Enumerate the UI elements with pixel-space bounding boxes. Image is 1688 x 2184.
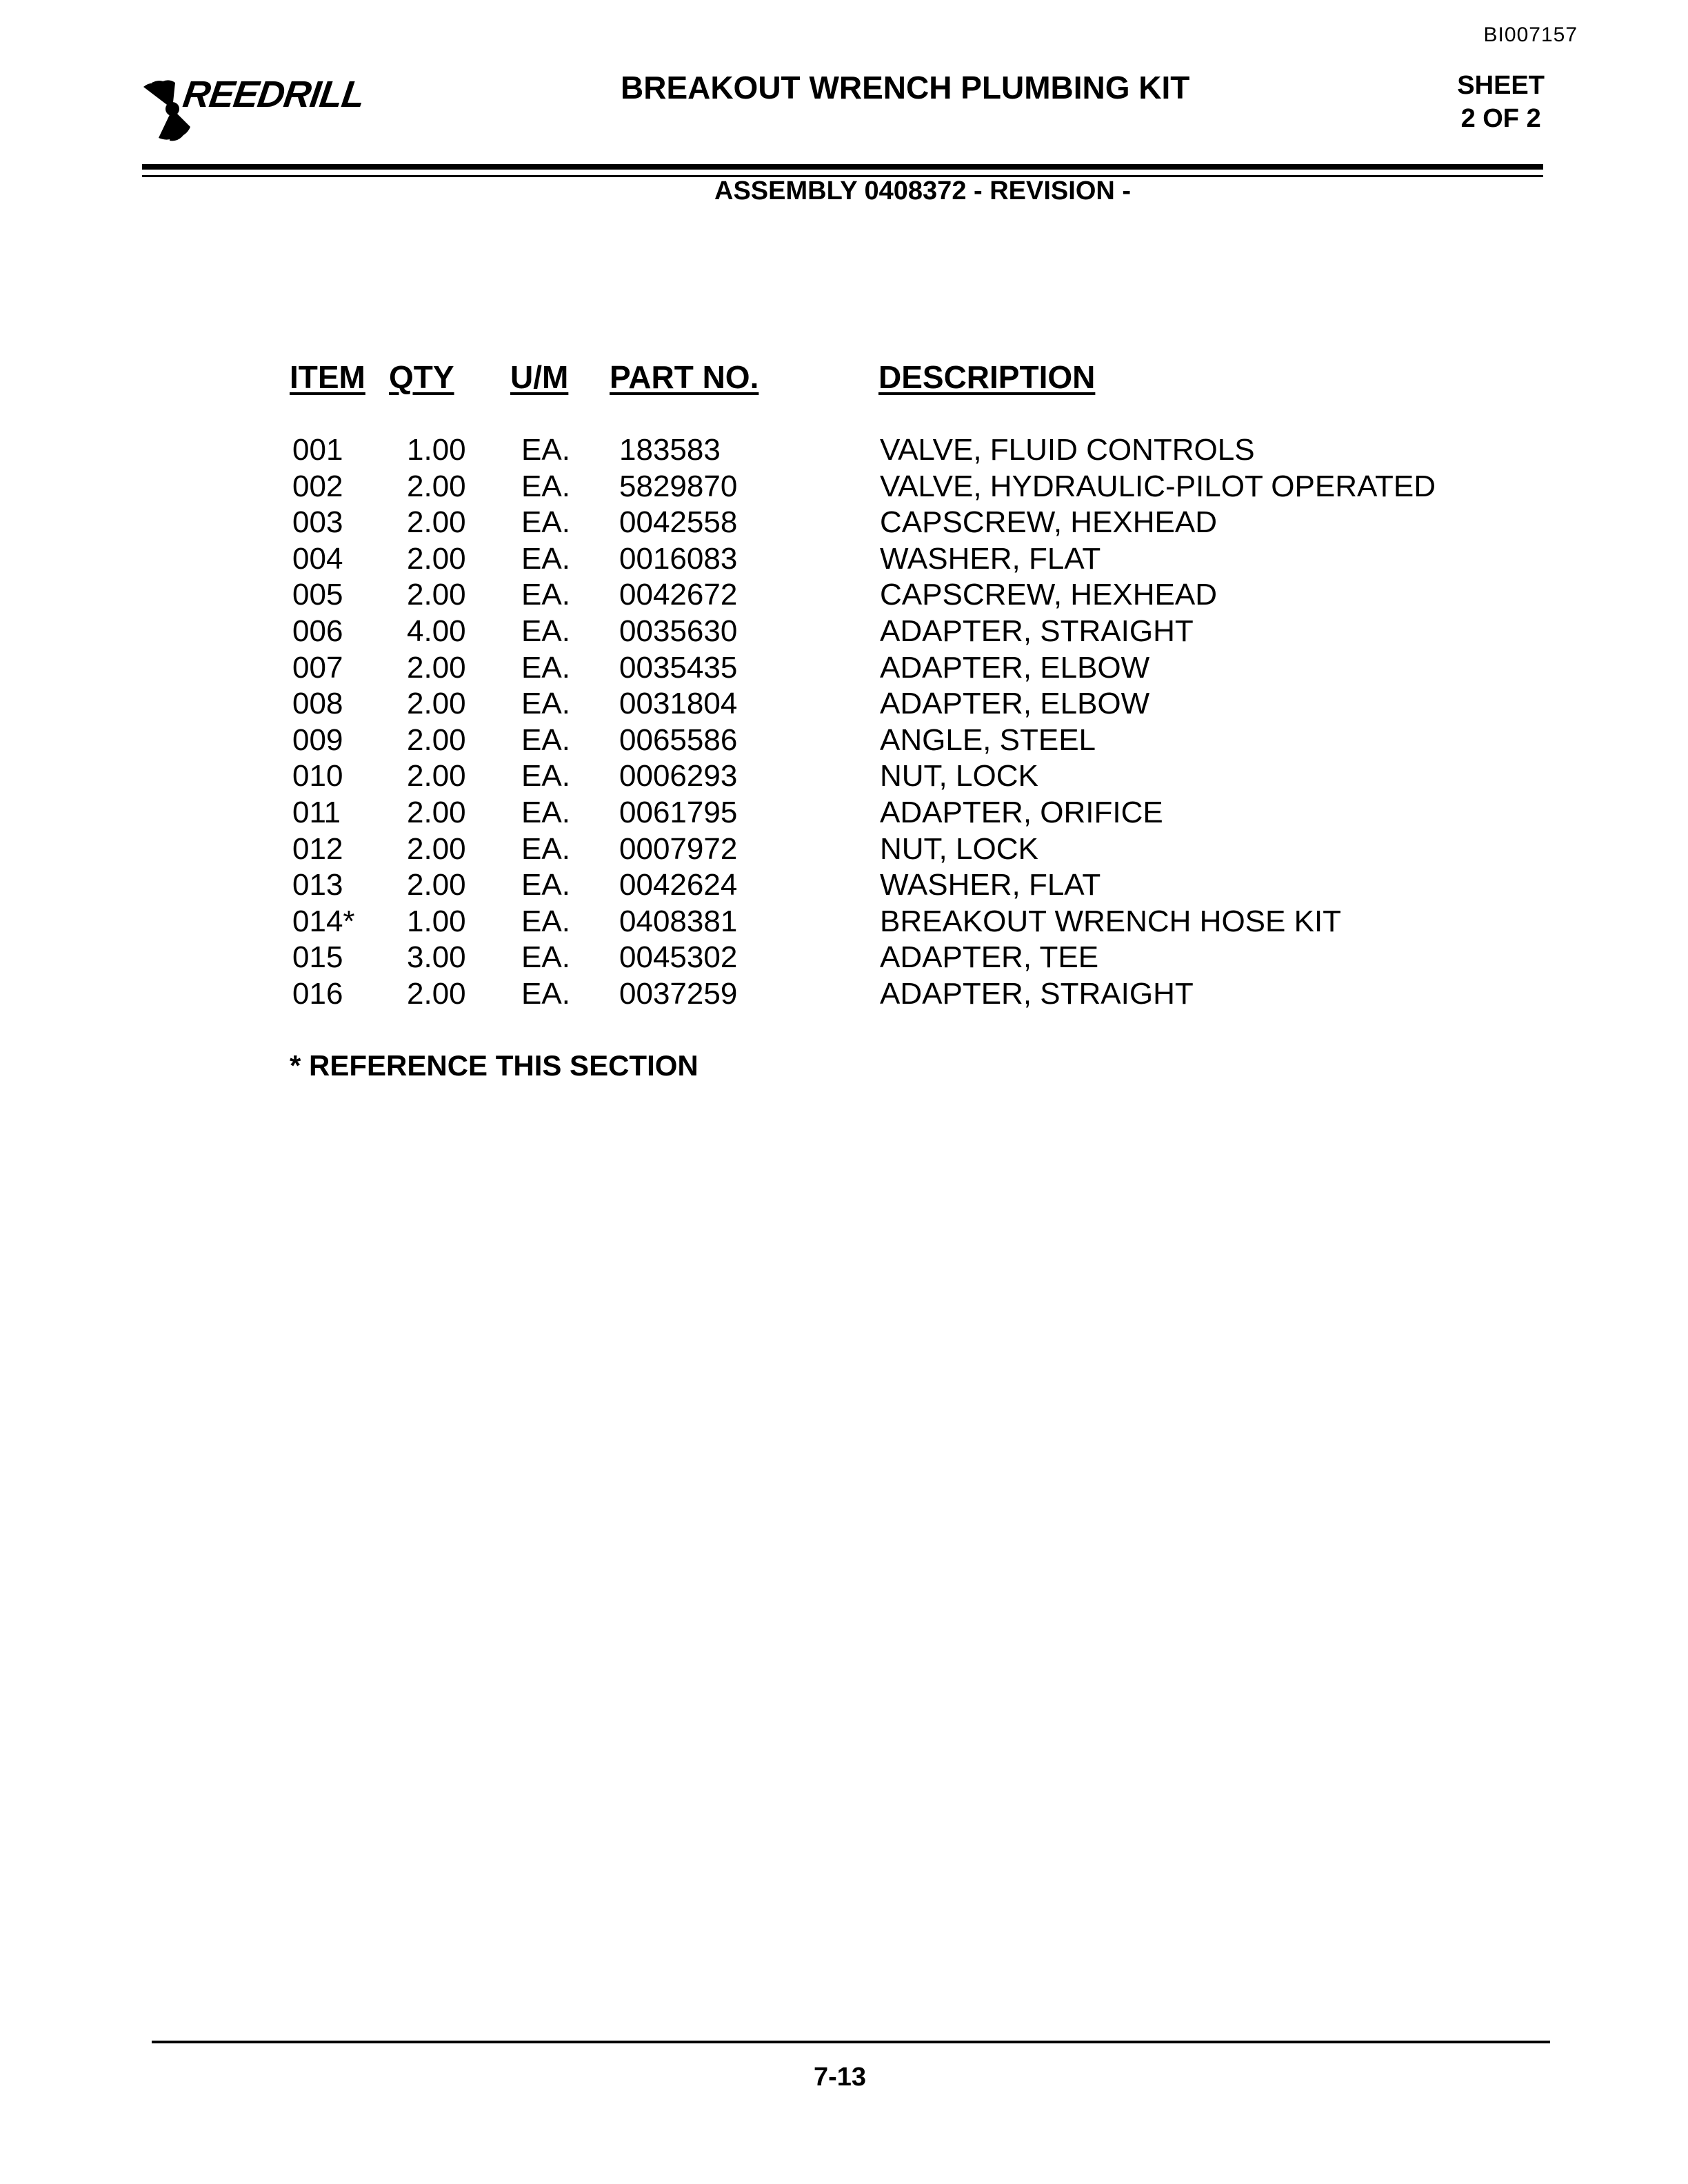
qty-cell: 2.00 [407, 650, 466, 685]
part-no-cell: 0042624 [619, 868, 738, 902]
description-cell: ADAPTER, ORIFICE [880, 795, 1163, 829]
sheet-number: 2 OF 2 [1460, 104, 1541, 133]
table-row [0, 904, 1688, 941]
page-title: BREAKOUT WRENCH PLUMBING KIT [621, 70, 1190, 105]
description-cell: CAPSCREW, HEXHEAD [880, 578, 1217, 612]
um-cell: EA. [521, 722, 570, 757]
item-cell: 011 [292, 795, 341, 829]
description-cell: ANGLE, STEEL [880, 722, 1096, 757]
reference-footnote: * REFERENCE THIS SECTION [290, 1049, 699, 1082]
qty-cell: 2.00 [407, 831, 466, 866]
description-cell: VALVE, HYDRAULIC-PILOT OPERATED [880, 469, 1436, 503]
table-row [0, 868, 1688, 904]
sheet-indicator [1457, 69, 1545, 135]
part-no-cell: 0007972 [619, 831, 738, 866]
column-header-item: ITEM [290, 359, 365, 395]
table-row [0, 542, 1688, 578]
table-row [0, 505, 1688, 542]
um-cell: EA. [521, 469, 570, 503]
part-no-cell: 0065586 [619, 722, 738, 757]
document-id: BI007157 [1483, 23, 1578, 46]
table-row [0, 614, 1688, 651]
description-cell: ADAPTER, STRAIGHT [880, 614, 1194, 648]
item-cell: 012 [292, 831, 343, 866]
description-cell: ADAPTER, TEE [880, 940, 1099, 975]
um-cell: EA. [521, 940, 570, 975]
description-cell: ADAPTER, ELBOW [880, 687, 1150, 721]
item-cell: 008 [292, 687, 343, 721]
part-no-cell: 0016083 [619, 541, 738, 576]
table-row [0, 433, 1688, 469]
um-cell: EA. [521, 904, 570, 938]
item-cell: 014* [292, 904, 355, 938]
item-cell: 009 [292, 722, 343, 757]
um-cell: EA. [521, 795, 570, 829]
um-cell: EA. [521, 541, 570, 576]
qty-cell: 1.00 [407, 904, 466, 938]
table-row [0, 469, 1688, 506]
item-cell: 005 [292, 578, 343, 612]
part-no-cell: 0006293 [619, 759, 738, 793]
item-cell: 016 [292, 976, 343, 1011]
qty-cell: 4.00 [407, 614, 466, 648]
description-cell: NUT, LOCK [880, 831, 1038, 866]
qty-cell: 2.00 [407, 687, 466, 721]
qty-cell: 2.00 [407, 868, 466, 902]
um-cell: EA. [521, 614, 570, 648]
description-cell: ADAPTER, ELBOW [880, 650, 1150, 685]
item-cell: 001 [292, 433, 343, 467]
page-number: 7-13 [814, 2063, 867, 2092]
description-cell: WASHER, FLAT [880, 541, 1101, 576]
column-header-description: DESCRIPTION [878, 359, 1096, 395]
table-row [0, 940, 1688, 977]
um-cell: EA. [521, 976, 570, 1011]
qty-cell: 2.00 [407, 759, 466, 793]
column-header-part-no: PART NO. [610, 359, 759, 395]
part-no-cell: 0031804 [619, 687, 738, 721]
table-row [0, 796, 1688, 832]
qty-cell: 2.00 [407, 722, 466, 757]
parts-list [0, 433, 1688, 1013]
table-row [0, 578, 1688, 614]
qty-cell: 2.00 [407, 505, 466, 540]
um-cell: EA. [521, 505, 570, 540]
table-row [0, 687, 1688, 723]
qty-cell: 2.00 [407, 578, 466, 612]
qty-cell: 2.00 [407, 976, 466, 1011]
item-cell: 002 [292, 469, 343, 503]
um-cell: EA. [521, 759, 570, 793]
description-cell: VALVE, FLUID CONTROLS [880, 433, 1255, 467]
part-no-cell: 5829870 [619, 469, 738, 503]
part-no-cell: 0045302 [619, 940, 738, 975]
um-cell: EA. [521, 687, 570, 721]
table-row [0, 832, 1688, 869]
table-row [0, 759, 1688, 796]
header-rule-thick [142, 164, 1543, 170]
description-cell: WASHER, FLAT [880, 868, 1101, 902]
company-logo [138, 69, 386, 145]
item-cell: 006 [292, 614, 343, 648]
um-cell: EA. [521, 578, 570, 612]
part-no-cell: 0408381 [619, 904, 738, 938]
logo-wordmark: REEDRILL [180, 74, 368, 115]
qty-cell: 2.00 [407, 541, 466, 576]
item-cell: 010 [292, 759, 343, 793]
qty-cell: 3.00 [407, 940, 466, 975]
description-cell: BREAKOUT WRENCH HOSE KIT [880, 904, 1342, 938]
table-row [0, 651, 1688, 687]
column-header-um: U/M [510, 359, 569, 395]
part-no-cell: 0042558 [619, 505, 738, 540]
item-cell: 004 [292, 541, 343, 576]
item-cell: 003 [292, 505, 343, 540]
column-header-qty: QTY [389, 359, 454, 395]
part-no-cell: 0061795 [619, 795, 738, 829]
table-row [0, 723, 1688, 760]
description-cell: CAPSCREW, HEXHEAD [880, 505, 1217, 540]
item-cell: 013 [292, 868, 343, 902]
qty-cell: 1.00 [407, 433, 466, 467]
footer-rule [152, 2041, 1550, 2043]
part-no-cell: 0035630 [619, 614, 738, 648]
description-cell: NUT, LOCK [880, 759, 1038, 793]
item-cell: 015 [292, 940, 343, 975]
um-cell: EA. [521, 650, 570, 685]
item-cell: 007 [292, 650, 343, 685]
part-no-cell: 0042672 [619, 578, 738, 612]
description-cell: ADAPTER, STRAIGHT [880, 976, 1194, 1011]
um-cell: EA. [521, 433, 570, 467]
um-cell: EA. [521, 831, 570, 866]
um-cell: EA. [521, 868, 570, 902]
table-row [0, 977, 1688, 1013]
part-no-cell: 183583 [619, 433, 721, 467]
assembly-revision: ASSEMBLY 0408372 - REVISION - [714, 176, 1132, 205]
qty-cell: 2.00 [407, 795, 466, 829]
part-no-cell: 0035435 [619, 650, 738, 685]
sheet-label: SHEET [1457, 71, 1545, 100]
part-no-cell: 0037259 [619, 976, 738, 1011]
qty-cell: 2.00 [407, 469, 466, 503]
